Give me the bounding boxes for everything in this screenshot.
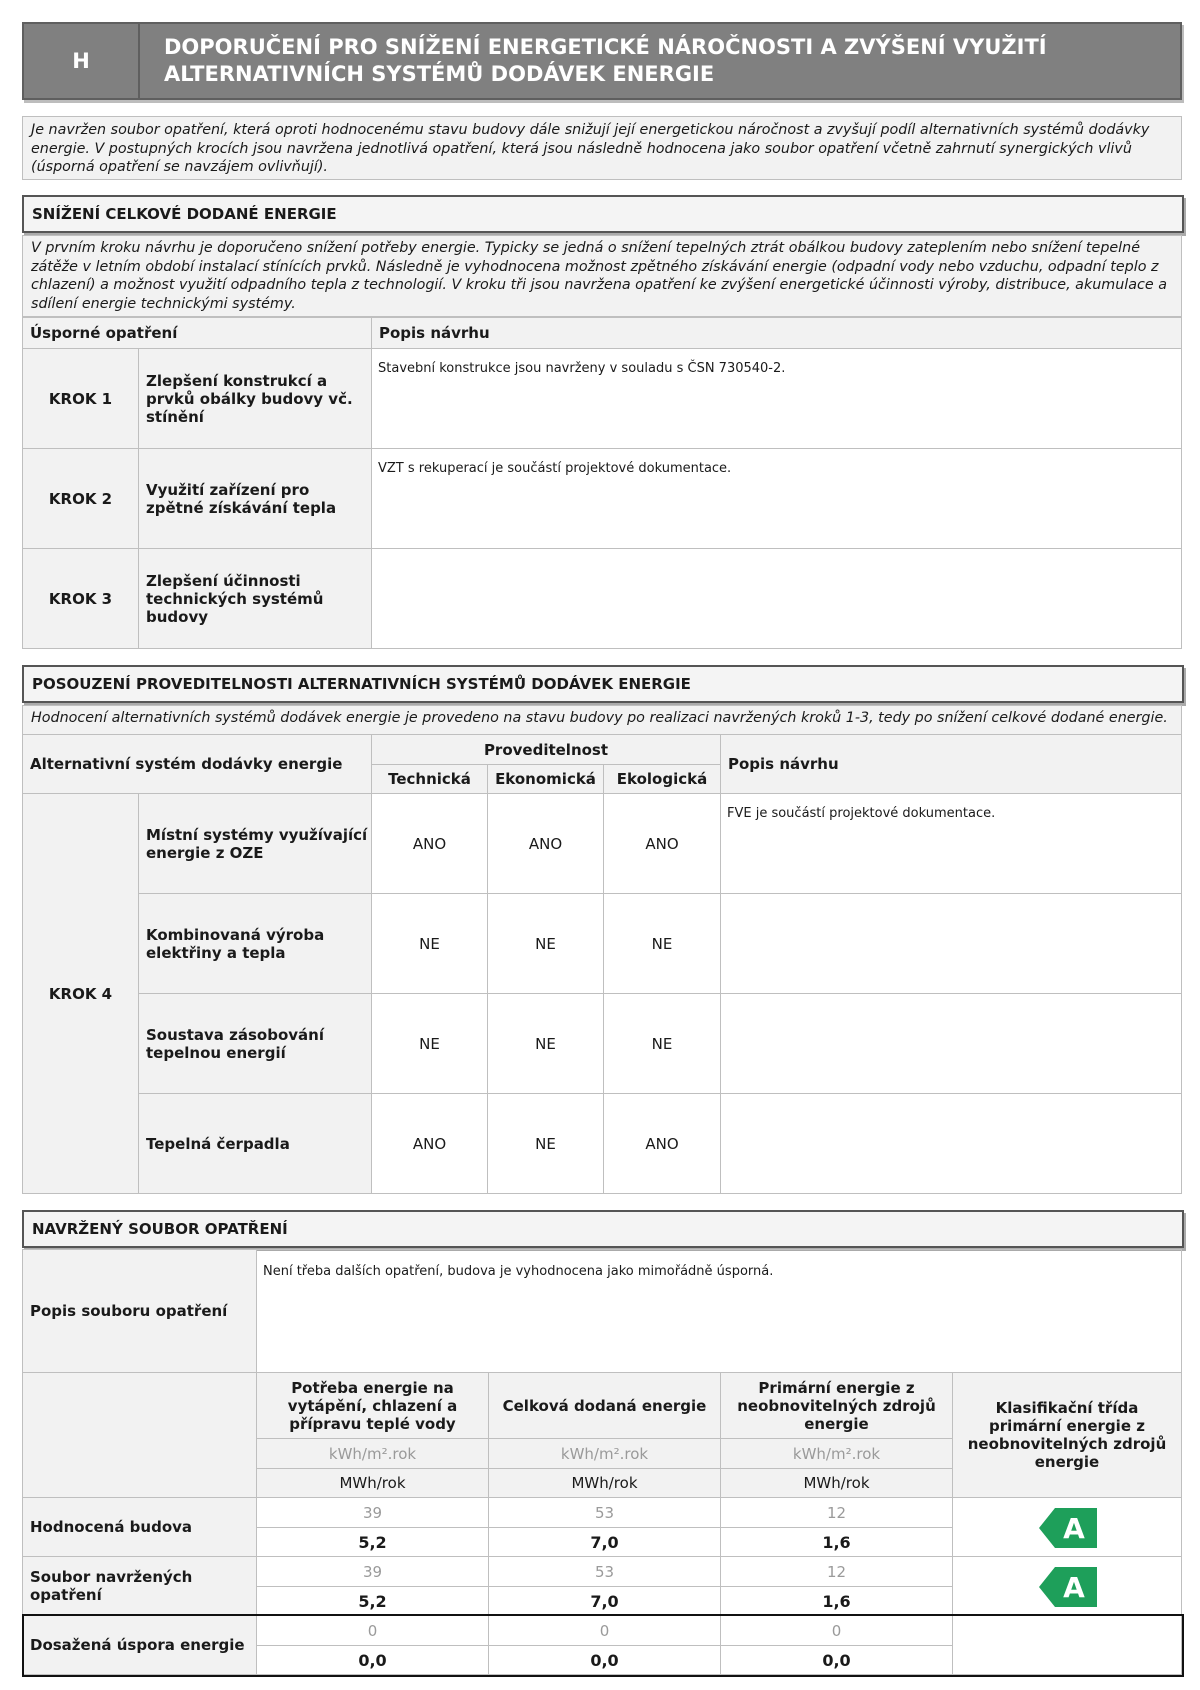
value-kwh: 53	[488, 1556, 721, 1587]
value-mwh: 5,2	[256, 1586, 489, 1616]
value-mwh: 7,0	[488, 1586, 721, 1616]
section2-title: POSOUZENÍ PROVEDITELNOSTI ALTERNATIVNÍCH SYSTÉMŮ DODÁVEK ENERGIE	[22, 665, 1184, 703]
unit-kwh: kWh/m².rok	[256, 1438, 489, 1469]
step-label: KROK 1	[22, 348, 139, 449]
step-label: KROK 3	[22, 548, 139, 649]
value-kwh: 0	[720, 1615, 953, 1646]
intro-text: Je navržen soubor opatření, která oproti hodnocenému stavu budovy dále snižují její energetickou náročnost a zvyšují podíl alternativních systémů dodávky energie. V postupných krocích jsou navržena jednotlivá opatření, která jsou následně hodnocena jako soubor opatření včetně zahrnutí synergických vlivů (úsporná opatření se navzájem ovlivňují).	[22, 116, 1182, 180]
value-kwh: 53	[488, 1497, 721, 1528]
section-title	[164, 34, 1164, 88]
value-mwh: 0,0	[256, 1645, 489, 1675]
section3-title: NAVRŽENÝ SOUBOR OPATŘENÍ	[22, 1210, 1184, 1248]
unit-kwh: kWh/m².rok	[488, 1438, 721, 1469]
measure-description: VZT s rekuperací je součástí projektové dokumentace.	[371, 448, 1182, 549]
system-description	[720, 993, 1182, 1094]
col-header-energy-class: Klasifikační třída primární energie z neobnovitelných zdrojů energie	[952, 1372, 1182, 1498]
ecological-value: NE	[603, 993, 721, 1094]
unit-mwh: MWh/rok	[720, 1468, 953, 1498]
ecological-value: ANO	[603, 793, 721, 894]
value-kwh: 39	[256, 1556, 489, 1587]
col-header-technical: Technická	[371, 764, 488, 794]
value-mwh: 0,0	[720, 1645, 953, 1675]
class-cell	[952, 1497, 1182, 1557]
energy-class-letter: A	[1063, 1512, 1085, 1545]
economic-value: NE	[487, 893, 604, 994]
section-header	[22, 22, 1182, 100]
measure-name: Zlepšení konstrukcí a prvků obálky budovy vč. stínění	[138, 348, 372, 449]
savings-highlight-frame	[22, 1614, 1184, 1677]
measure-name: Využití zařízení pro zpětné získávání tepla	[138, 448, 372, 549]
col-header-delivered-energy: Celková dodaná energie	[488, 1372, 721, 1439]
system-name: Místní systémy využívající energie z OZE	[138, 793, 372, 894]
col-header-economic: Ekonomická	[487, 764, 604, 794]
system-name: Kombinovaná výroba elektřiny a tepla	[138, 893, 372, 994]
step-label: KROK 4	[22, 793, 139, 1194]
technical-value: NE	[371, 993, 488, 1094]
unit-mwh: MWh/rok	[256, 1468, 489, 1498]
economic-value: ANO	[487, 793, 604, 894]
value-mwh: 5,2	[256, 1527, 489, 1557]
value-kwh: 12	[720, 1497, 953, 1528]
col-header-ecological: Ekologická	[603, 764, 721, 794]
section1-title: SNÍŽENÍ CELKOVÉ DODANÉ ENERGIE	[22, 195, 1184, 233]
system-description: FVE je součástí projektové dokumentace.	[720, 793, 1182, 894]
energy-class-letter: A	[1063, 1571, 1085, 1604]
technical-value: NE	[371, 893, 488, 994]
system-name: Tepelná čerpadla	[138, 1093, 372, 1194]
value-kwh: 0	[488, 1615, 721, 1646]
system-name: Soustava zásobování tepelnou energií	[138, 993, 372, 1094]
step-label: KROK 2	[22, 448, 139, 549]
energy-class-badge-icon	[1039, 1508, 1097, 1548]
empty-header-cell	[22, 1372, 257, 1498]
value-kwh: 39	[256, 1497, 489, 1528]
col-header-measure: Úsporné opatření	[22, 317, 372, 349]
col-header-feasibility: Proveditelnost	[371, 734, 721, 765]
section-letter: H	[24, 24, 140, 98]
section-title-line2: ALTERNATIVNÍCH SYSTÉMŮ DODÁVEK ENERGIE	[164, 62, 715, 86]
ecological-value: NE	[603, 893, 721, 994]
col-header-system: Alternativní systém dodávky energie	[22, 734, 372, 794]
economic-value: NE	[487, 1093, 604, 1194]
unit-kwh: kWh/m².rok	[720, 1438, 953, 1469]
measure-description	[371, 548, 1182, 649]
system-description	[720, 893, 1182, 994]
class-cell	[952, 1556, 1182, 1616]
measure-description: Stavební konstrukce jsou navrženy v souladu s ČSN 730540-2.	[371, 348, 1182, 449]
economic-value: NE	[487, 993, 604, 1094]
col-header-description: Popis návrhu	[720, 734, 1182, 794]
technical-value: ANO	[371, 793, 488, 894]
system-description	[720, 1093, 1182, 1194]
section2-description: Hodnocení alternativních systémů dodávek energie je provedeno na stavu budovy po realizaci navržených kroků 1-3, tedy po snížení celkové dodané energie.	[22, 705, 1182, 735]
value-mwh: 0,0	[488, 1645, 721, 1675]
measures-description-label: Popis souboru opatření	[22, 1249, 257, 1373]
ecological-value: ANO	[603, 1093, 721, 1194]
section-title-line1: DOPORUČENÍ PRO SNÍŽENÍ ENERGETICKÉ NÁROČNOSTI A ZVÝŠENÍ VYUŽITÍ	[164, 35, 1047, 59]
measure-name: Zlepšení účinnosti technických systémů budovy	[138, 548, 372, 649]
row-label: Hodnocená budova	[22, 1497, 257, 1557]
value-kwh: 12	[720, 1556, 953, 1587]
row-label: Soubor navržených opatření	[22, 1556, 257, 1616]
value-kwh: 0	[256, 1615, 489, 1646]
value-mwh: 1,6	[720, 1527, 953, 1557]
technical-value: ANO	[371, 1093, 488, 1194]
energy-class-badge-icon	[1039, 1567, 1097, 1607]
value-mwh: 1,6	[720, 1586, 953, 1616]
unit-mwh: MWh/rok	[488, 1468, 721, 1498]
col-header-primary-energy: Primární energie z neobnovitelných zdrojů energie	[720, 1372, 953, 1439]
value-mwh: 7,0	[488, 1527, 721, 1557]
row-label: Dosažená úspora energie	[22, 1615, 257, 1675]
col-header-energy-need: Potřeba energie na vytápění, chlazení a přípravu teplé vody	[256, 1372, 489, 1439]
section1-description: V prvním kroku návrhu je doporučeno snížení potřeby energie. Typicky se jedná o snížení tepelných ztrát obálkou budovy zateplením nebo snížení tepelné zátěže v letním období instalací stínících prvků. Následně je vyhodnocena možnost zpětného získávání energie (odpadní vody nebo vzduchu, odpadní teplo z chlazení) a možnost využití odpadního tepla z technologií. V kroku tři jsou navržena opatření ke zvýšení energetické účinnosti výroby, distribuce, akumulace a sdílení energie technickými systémy.	[22, 235, 1182, 317]
measures-description-text: Není třeba dalších opatření, budova je vyhodnocena jako mimořádně úsporná.	[256, 1249, 1182, 1373]
col-header-description: Popis návrhu	[371, 317, 1182, 349]
